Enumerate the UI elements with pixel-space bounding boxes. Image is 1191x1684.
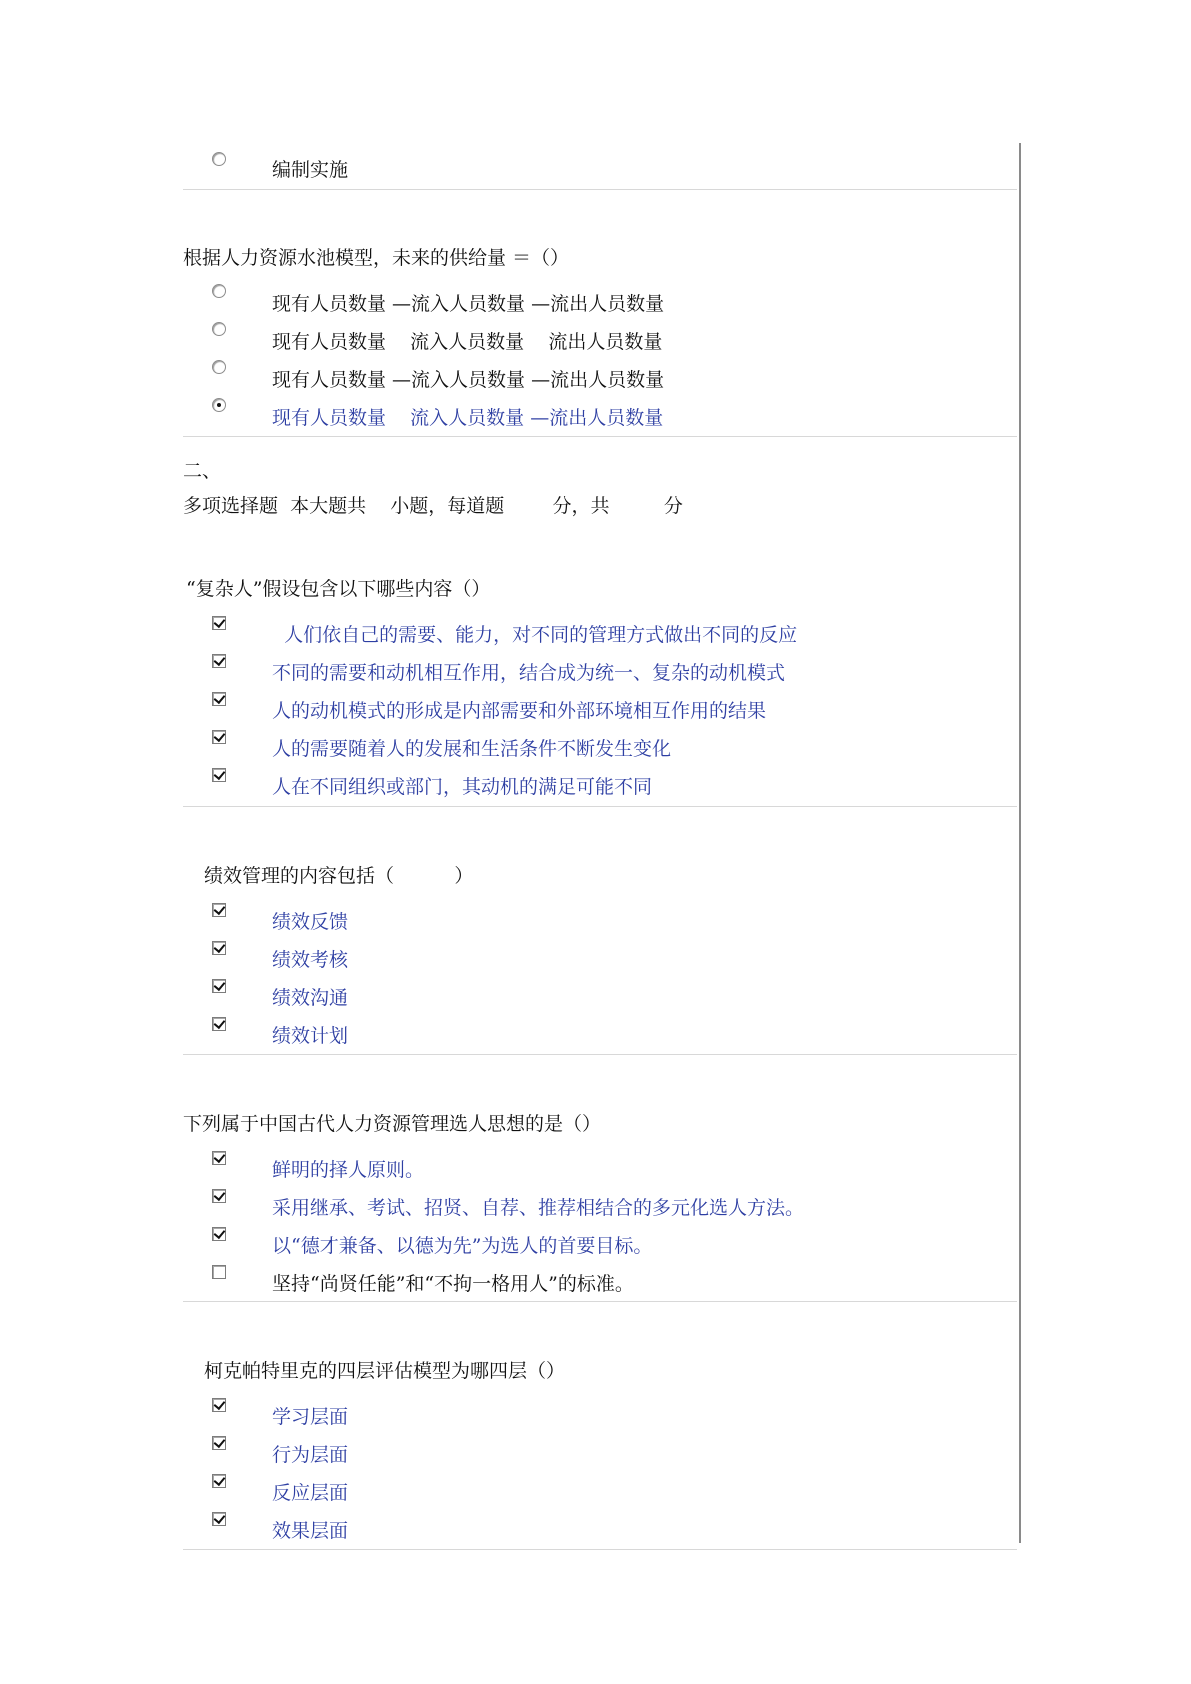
q1-option-1-label: 现有人员数量 —流入人员数量 —流出人员数量 xyxy=(272,293,665,315)
divider xyxy=(183,436,1017,437)
q2-question: “复杂人”假设包含以下哪些内容（） xyxy=(186,578,491,600)
q2-option-1-label: 人们依自己的需要、能力，对不同的管理方式做出不同的反应 xyxy=(272,624,798,646)
q5-option-3-checkbox[interactable] xyxy=(212,1474,226,1488)
q4-option-2-checkbox[interactable] xyxy=(212,1189,226,1203)
q1-option-4-radio[interactable] xyxy=(212,398,226,412)
q4-option-4-checkbox[interactable] xyxy=(212,1265,226,1279)
q5-question: 柯克帕特里克的四层评估模型为哪四层（） xyxy=(204,1360,566,1382)
divider xyxy=(183,1301,1017,1302)
q3-option-1-label: 绩效反馈 xyxy=(272,911,349,933)
q1-option-2-radio[interactable] xyxy=(212,322,226,336)
q0-option-1-radio[interactable] xyxy=(212,152,226,166)
q1-option-3-radio[interactable] xyxy=(212,360,226,374)
q4-option-1-label: 鲜明的择人原则。 xyxy=(272,1159,425,1181)
q2-option-1-checkbox[interactable] xyxy=(212,616,226,630)
q3-option-4-checkbox[interactable] xyxy=(212,1017,226,1031)
q1-option-3-label: 现有人员数量 —流入人员数量 —流出人员数量 xyxy=(272,369,665,391)
q4-option-3-checkbox[interactable] xyxy=(212,1227,226,1241)
q3-option-4-label: 绩效计划 xyxy=(272,1025,349,1047)
q5-option-4-label: 效果层面 xyxy=(272,1520,349,1542)
q2-option-3-checkbox[interactable] xyxy=(212,692,226,706)
q2-option-2-checkbox[interactable] xyxy=(212,654,226,668)
q5-option-2-checkbox[interactable] xyxy=(212,1436,226,1450)
q5-option-1-label: 学习层面 xyxy=(272,1406,349,1428)
q3-option-1-checkbox[interactable] xyxy=(212,903,226,917)
q3-option-3-label: 绩效沟通 xyxy=(272,987,349,1009)
q2-option-5-label: 人在不同组织或部门，其动机的满足可能不同 xyxy=(272,776,653,798)
q3-option-3-checkbox[interactable] xyxy=(212,979,226,993)
q5-option-2-label: 行为层面 xyxy=(272,1444,349,1466)
right-border-line xyxy=(1019,143,1021,1543)
q0-option-1-label: 编制实施 xyxy=(272,159,349,181)
section-number: 二、 xyxy=(183,460,222,482)
q4-question: 下列属于中国古代人力资源管理选人思想的是（） xyxy=(183,1113,602,1135)
divider xyxy=(183,1549,1017,1550)
q5-option-4-checkbox[interactable] xyxy=(212,1512,226,1526)
q1-question: 根据人力资源水池模型，未来的供给量 ＝（） xyxy=(183,247,570,269)
q2-option-4-checkbox[interactable] xyxy=(212,730,226,744)
q2-option-3-label: 人的动机模式的形成是内部需要和外部环境相互作用的结果 xyxy=(272,700,767,722)
q4-option-3-label: 以“德才兼备、以德为先”为选人的首要目标。 xyxy=(272,1235,653,1257)
divider xyxy=(183,1054,1017,1055)
q5-option-1-checkbox[interactable] xyxy=(212,1398,226,1412)
q3-option-2-checkbox[interactable] xyxy=(212,941,226,955)
divider xyxy=(183,189,1017,190)
q2-option-4-label: 人的需要随着人的发展和生活条件不断发生变化 xyxy=(272,738,672,760)
q1-option-4-label: 现有人员数量 流入人员数量 —流出人员数量 xyxy=(272,407,664,429)
q3-question: 绩效管理的内容包括（ ） xyxy=(204,865,474,887)
q1-option-1-radio[interactable] xyxy=(212,284,226,298)
section-title: 多项选择题 本大题共 小题，每道题 分，共 分 xyxy=(183,495,683,517)
q5-option-3-label: 反应层面 xyxy=(272,1482,349,1504)
q2-option-5-checkbox[interactable] xyxy=(212,768,226,782)
q2-option-2-label: 不同的需要和动机相互作用，结合成为统一、复杂的动机模式 xyxy=(272,662,786,684)
q4-option-2-label: 采用继承、考试、招贤、自荐、推荐相结合的多元化选人方法。 xyxy=(272,1197,805,1219)
q3-option-2-label: 绩效考核 xyxy=(272,949,349,971)
divider xyxy=(183,806,1017,807)
q4-option-4-label: 坚持“尚贤任能”和“不拘一格用人”的标准。 xyxy=(272,1273,634,1295)
q1-option-2-label: 现有人员数量 流入人员数量 流出人员数量 xyxy=(272,331,663,353)
q4-option-1-checkbox[interactable] xyxy=(212,1151,226,1165)
